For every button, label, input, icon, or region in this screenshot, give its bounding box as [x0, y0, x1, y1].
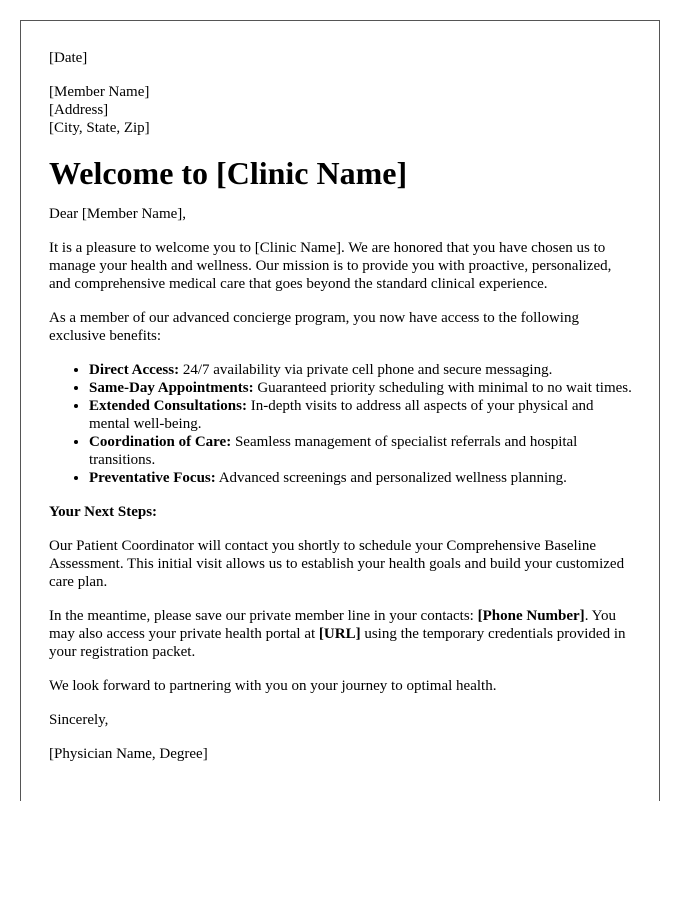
recipient-street: [Address] — [49, 102, 109, 118]
benefit-item — [89, 397, 634, 433]
benefit-text: In-depth visits to address all aspects of your physical and mental well-being. — [89, 398, 594, 432]
benefits-list — [49, 361, 634, 487]
benefits-intro: As a member of our advanced concierge program, you now have access to the following exclusive benefits: — [49, 310, 579, 344]
benefit-item — [89, 469, 634, 487]
benefit-text: Seamless management of specialist referrals and hospital transitions. — [89, 434, 578, 468]
recipient-name: [Member Name] — [49, 84, 150, 100]
url-placeholder: [URL] — [318, 626, 361, 642]
benefit-label: Direct Access: — [89, 362, 180, 378]
letter-content — [49, 49, 634, 779]
next-steps-heading: Your Next Steps: — [49, 504, 158, 520]
letter-date: [Date] — [49, 50, 88, 66]
salutation: Dear [Member Name], — [49, 206, 187, 222]
benefit-text: Guaranteed priority scheduling with minimal to no wait times. — [253, 380, 632, 396]
benefit-label: Preventative Focus: — [89, 470, 216, 486]
benefit-item — [89, 433, 634, 469]
benefit-label: Same-Day Appointments: — [89, 380, 254, 396]
closing-line: We look forward to partnering with you on your journey to optimal health. — [49, 678, 497, 694]
contact-text: In the meantime, please save our private member line in your contacts: — [49, 608, 478, 624]
recipient-city: [City, State, Zip] — [49, 120, 150, 136]
contact-text: . You may also access your private health portal at — [49, 608, 616, 642]
benefit-item — [89, 379, 634, 397]
benefit-text: 24/7 availability via private cell phone and secure messaging. — [179, 362, 553, 378]
letter-page — [20, 20, 660, 801]
next-steps-paragraph: Our Patient Coordinator will contact you shortly to schedule your Comprehensive Baseline Assessment. This initial visit allows us to establish your health goals and build your customized care plan. — [49, 538, 625, 590]
letter-title: Welcome to [Clinic Name] — [49, 155, 408, 191]
benefit-label: Coordination of Care: — [89, 434, 232, 450]
recipient-address — [49, 83, 634, 137]
contact-text: using the temporary credentials provided in your registration packet. — [49, 626, 626, 660]
benefit-label: Extended Consultations: — [89, 398, 247, 414]
benefit-item — [89, 361, 634, 379]
signature: [Physician Name, Degree] — [49, 746, 208, 762]
phone-placeholder: [Phone Number] — [477, 608, 585, 624]
benefit-text: Advanced screenings and personalized wellness planning. — [215, 470, 567, 486]
contact-paragraph — [49, 607, 634, 661]
intro-paragraph: It is a pleasure to welcome you to [Clinic Name]. We are honored that you have chosen us to manage your health and wellness. Our mission is to provide you with proactive, personalized, and comprehensive medical care that goes beyond the standard clinical experience. — [49, 240, 612, 292]
signoff: Sincerely, — [49, 712, 109, 728]
